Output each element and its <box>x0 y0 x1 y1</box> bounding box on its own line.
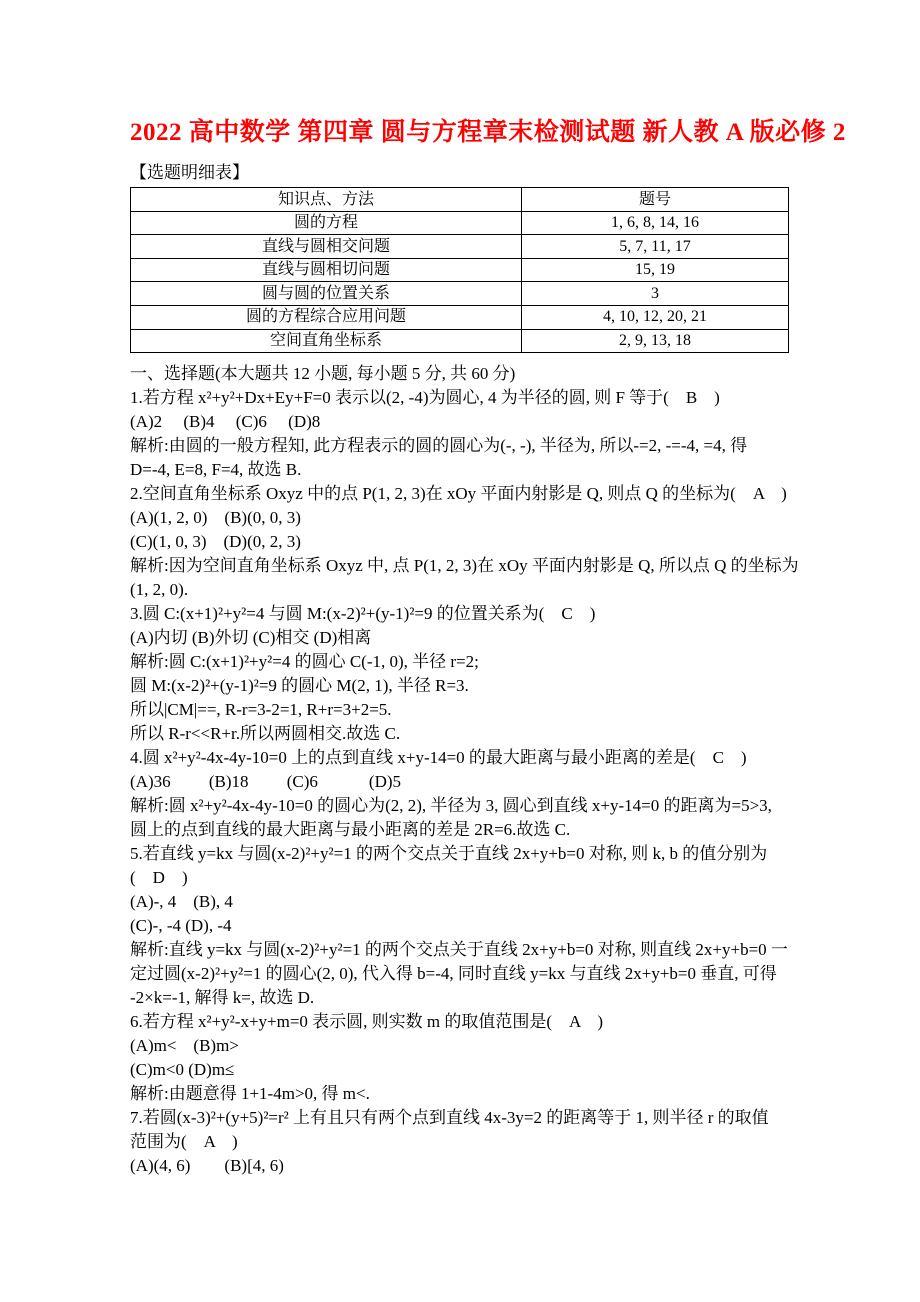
page-title: 2022 高中数学 第四章 圆与方程章末检测试题 新人教 A 版必修 2 <box>130 119 846 146</box>
text-line: (C)(1, 0, 3) (D)(0, 2, 3) <box>130 532 301 552</box>
text-line: 1.若方程 x²+y²+Dx+Ey+F=0 表示以(2, -4)为圆心, 4 为半径的圆, 则 F 等于( B ) <box>130 388 720 408</box>
text-line: 3.圆 C:(x+1)²+y²=4 与圆 M:(x-2)²+(y-1)²=9 的位置关系为( C ) <box>130 604 596 624</box>
numbers-cell: 15, 19 <box>522 258 789 282</box>
text-line: 解析:圆 C:(x+1)²+y²=4 的圆心 C(-1, 0), 半径 r=2; <box>130 652 479 672</box>
text-line: 解析:因为空间直角坐标系 Oxyz 中, 点 P(1, 2, 3)在 xOy 平面内射影是 Q, 所以点 Q 的坐标为 <box>130 556 799 576</box>
text-line: -2×k=-1, 解得 k=, 故选 D. <box>130 988 315 1008</box>
text-line: (A)-, 4 (B), 4 <box>130 892 233 912</box>
text-line: (A)2 (B)4 (C)6 (D)8 <box>130 412 321 432</box>
text-line: (C)m<0 (D)m≤ <box>130 1060 235 1080</box>
text-line: ( D ) <box>130 868 188 888</box>
question-index-table <box>130 187 789 353</box>
table-row <box>131 329 789 353</box>
topic-cell: 圆的方程 <box>131 211 522 235</box>
text-line: (A)(4, 6) (B)[4, 6) <box>130 1156 284 1176</box>
text-line: 圆上的点到直线的最大距离与最小距离的差是 2R=6.故选 C. <box>130 820 571 840</box>
text-line: (C)-, -4 (D), -4 <box>130 916 232 936</box>
text-line: 所以|CM|==, R-r=3-2=1, R+r=3+2=5. <box>130 700 392 720</box>
text-line: (1, 2, 0). <box>130 580 189 600</box>
text-line: 4.圆 x²+y²-4x-4y-10=0 上的点到直线 x+y-14=0 的最大距离与最小距离的差是( C ) <box>130 748 747 768</box>
text-line: 范围为( A ) <box>130 1132 238 1152</box>
text-line: 解析:直线 y=kx 与圆(x-2)²+y²=1 的两个交点关于直线 2x+y+b=0 对称, 则直线 2x+y+b=0 一 <box>130 940 788 960</box>
table-header-row <box>131 188 789 212</box>
topic-cell: 直线与圆相交问题 <box>131 235 522 259</box>
numbers-cell: 4, 10, 12, 20, 21 <box>522 305 789 329</box>
text-line: 定过圆(x-2)²+y²=1 的圆心(2, 0), 代入得 b=-4, 同时直线 y=kx 与直线 2x+y+b=0 垂直, 可得 <box>130 964 777 984</box>
document-text <box>130 362 820 1178</box>
numbers-cell: 1, 6, 8, 14, 16 <box>522 211 789 235</box>
text-line: 5.若直线 y=kx 与圆(x-2)²+y²=1 的两个交点关于直线 2x+y+b=0 对称, 则 k, b 的值分别为 <box>130 844 768 864</box>
col-header-topic: 知识点、方法 <box>131 188 522 212</box>
col-header-numbers: 题号 <box>522 188 789 212</box>
text-line: (A)m< (B)m> <box>130 1036 239 1056</box>
table-row <box>131 211 789 235</box>
table-row <box>131 235 789 259</box>
text-line: 解析:由题意得 1+1-4m>0, 得 m<. <box>130 1084 370 1104</box>
numbers-cell: 3 <box>522 282 789 306</box>
topic-cell: 直线与圆相切问题 <box>131 258 522 282</box>
text-line: 解析:圆 x²+y²-4x-4y-10=0 的圆心为(2, 2), 半径为 3, 圆心到直线 x+y-14=0 的距离为=5>3, <box>130 796 772 816</box>
text-line: (A)内切 (B)外切 (C)相交 (D)相离 <box>130 628 372 648</box>
table-caption: 【选题明细表】 <box>130 163 249 182</box>
table-row <box>131 282 789 306</box>
text-line: 圆 M:(x-2)²+(y-1)²=9 的圆心 M(2, 1), 半径 R=3. <box>130 676 469 696</box>
text-line: 6.若方程 x²+y²-x+y+m=0 表示圆, 则实数 m 的取值范围是( A ) <box>130 1012 604 1032</box>
numbers-cell: 5, 7, 11, 17 <box>522 235 789 259</box>
topic-cell: 圆与圆的位置关系 <box>131 282 522 306</box>
table-row <box>131 258 789 282</box>
text-line: 一、选择题(本大题共 12 小题, 每小题 5 分, 共 60 分) <box>130 364 516 384</box>
text-line: 解析:由圆的一般方程知, 此方程表示的圆的圆心为(-, -), 半径为, 所以-=2, -=-4, =4, 得 <box>130 436 748 456</box>
text-line: (A)36 (B)18 (C)6 (D)5 <box>130 772 402 792</box>
text-line: 所以 R-r<<R+r.所以两圆相交.故选 C. <box>130 724 401 744</box>
text-line: 2.空间直角坐标系 Oxyz 中的点 P(1, 2, 3)在 xOy 平面内射影是 Q, 则点 Q 的坐标为( A ) <box>130 484 787 504</box>
text-line: 7.若圆(x-3)²+(y+5)²=r² 上有且只有两个点到直线 4x-3y=2 的距离等于 1, 则半径 r 的取值 <box>130 1108 769 1128</box>
table-body <box>131 211 789 353</box>
text-line: (A)(1, 2, 0) (B)(0, 0, 3) <box>130 508 301 528</box>
numbers-cell: 2, 9, 13, 18 <box>522 329 789 353</box>
table-row <box>131 305 789 329</box>
topic-cell: 圆的方程综合应用问题 <box>131 305 522 329</box>
topic-cell: 空间直角坐标系 <box>131 329 522 353</box>
text-line: D=-4, E=8, F=4, 故选 B. <box>130 460 302 480</box>
